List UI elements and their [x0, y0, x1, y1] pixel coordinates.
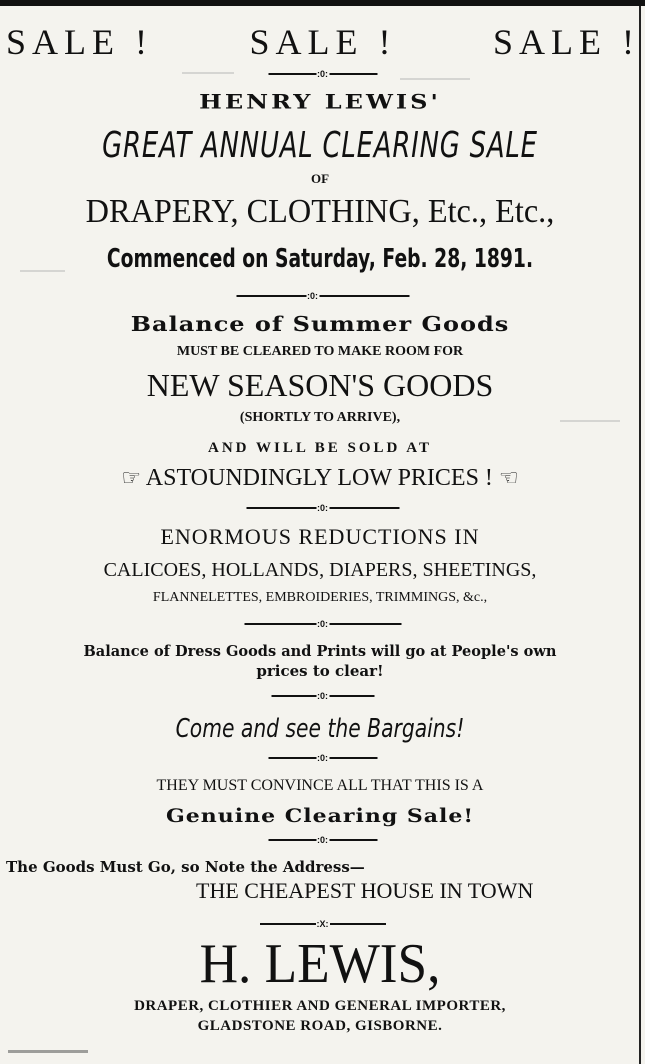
print-noise [8, 1050, 88, 1053]
items-more: FLANNELETTES, EMBROIDERIES, TRIMMINGS, &c., [152, 590, 488, 605]
note-address: The Goods Must Go, so Note the Address— [6, 858, 365, 876]
reductions-heading: ENORMOUS REDUCTIONS IN [160, 524, 480, 549]
shortly-to-arrive: (SHORTLY TO ARRIVE), [239, 410, 401, 425]
divider-rule: :0: [268, 68, 377, 80]
low-prices: ASTOUNDINGLY LOW PRICES ! [145, 465, 493, 491]
cheapest-house: THE CHEAPEST HOUSE IN TOWN [196, 878, 534, 903]
convince-line: THEY MUST CONVINCE ALL THAT THIS IS A [156, 777, 484, 794]
goods-line: DRAPERY, CLOTHING, Etc., Etc., [85, 193, 555, 230]
sale-word: SALE ! [493, 22, 640, 62]
proprietor-name: HENRY LEWIS' [199, 90, 441, 114]
dress-goods-line-1: Balance of Dress Goods and Prints will go at People's own [83, 642, 557, 660]
divider-rule: :0: [268, 834, 377, 846]
print-noise [560, 420, 620, 422]
business-name: H. LEWIS, [199, 933, 441, 995]
trades-line: DRAPER, CLOTHIER AND GENERAL IMPORTER, [134, 998, 506, 1014]
print-noise [20, 270, 65, 272]
come-and-see: Come and see the Bargains! [175, 714, 465, 744]
must-be-cleared: MUST BE CLEARED TO MAKE ROOM FOR [176, 344, 464, 359]
sale-headline: GREAT ANNUAL CLEARING SALE [102, 125, 538, 166]
low-prices-line [0, 460, 640, 497]
divider-rule: :0: [244, 618, 401, 630]
sale-word: SALE ! [6, 22, 153, 62]
print-noise [400, 78, 470, 80]
new-season-goods: NEW SEASON'S GOODS [146, 367, 494, 403]
balance-summer-goods: Balance of Summer Goods [130, 311, 510, 336]
divider-rule: :0: [268, 752, 377, 764]
of-text: OF [310, 171, 330, 186]
dress-goods-line-2: prices to clear! [256, 662, 384, 680]
pointing-hand-right-icon: ☞ [121, 466, 142, 492]
divider-rule: :0: [246, 502, 399, 514]
sale-banner [6, 20, 640, 64]
will-be-sold: AND WILL BE SOLD AT [208, 440, 432, 456]
print-noise [182, 72, 234, 74]
divider-rule: :X: [260, 918, 386, 930]
pointing-hand-left-icon: ☜ [498, 466, 519, 492]
address-line: GLADSTONE ROAD, GISBORNE. [197, 1018, 443, 1034]
genuine-clearing-sale: Genuine Clearing Sale! [165, 804, 475, 828]
commenced-date: Commenced on Saturday, Feb. 28, 1891. [106, 244, 534, 274]
divider-rule: :0: [236, 290, 409, 302]
items-main: CALICOES, HOLLANDS, DIAPERS, SHEETINGS, [103, 559, 537, 581]
divider-rule: :0: [271, 690, 374, 702]
top-border-rule [0, 0, 645, 6]
sale-word: SALE ! [249, 22, 397, 62]
